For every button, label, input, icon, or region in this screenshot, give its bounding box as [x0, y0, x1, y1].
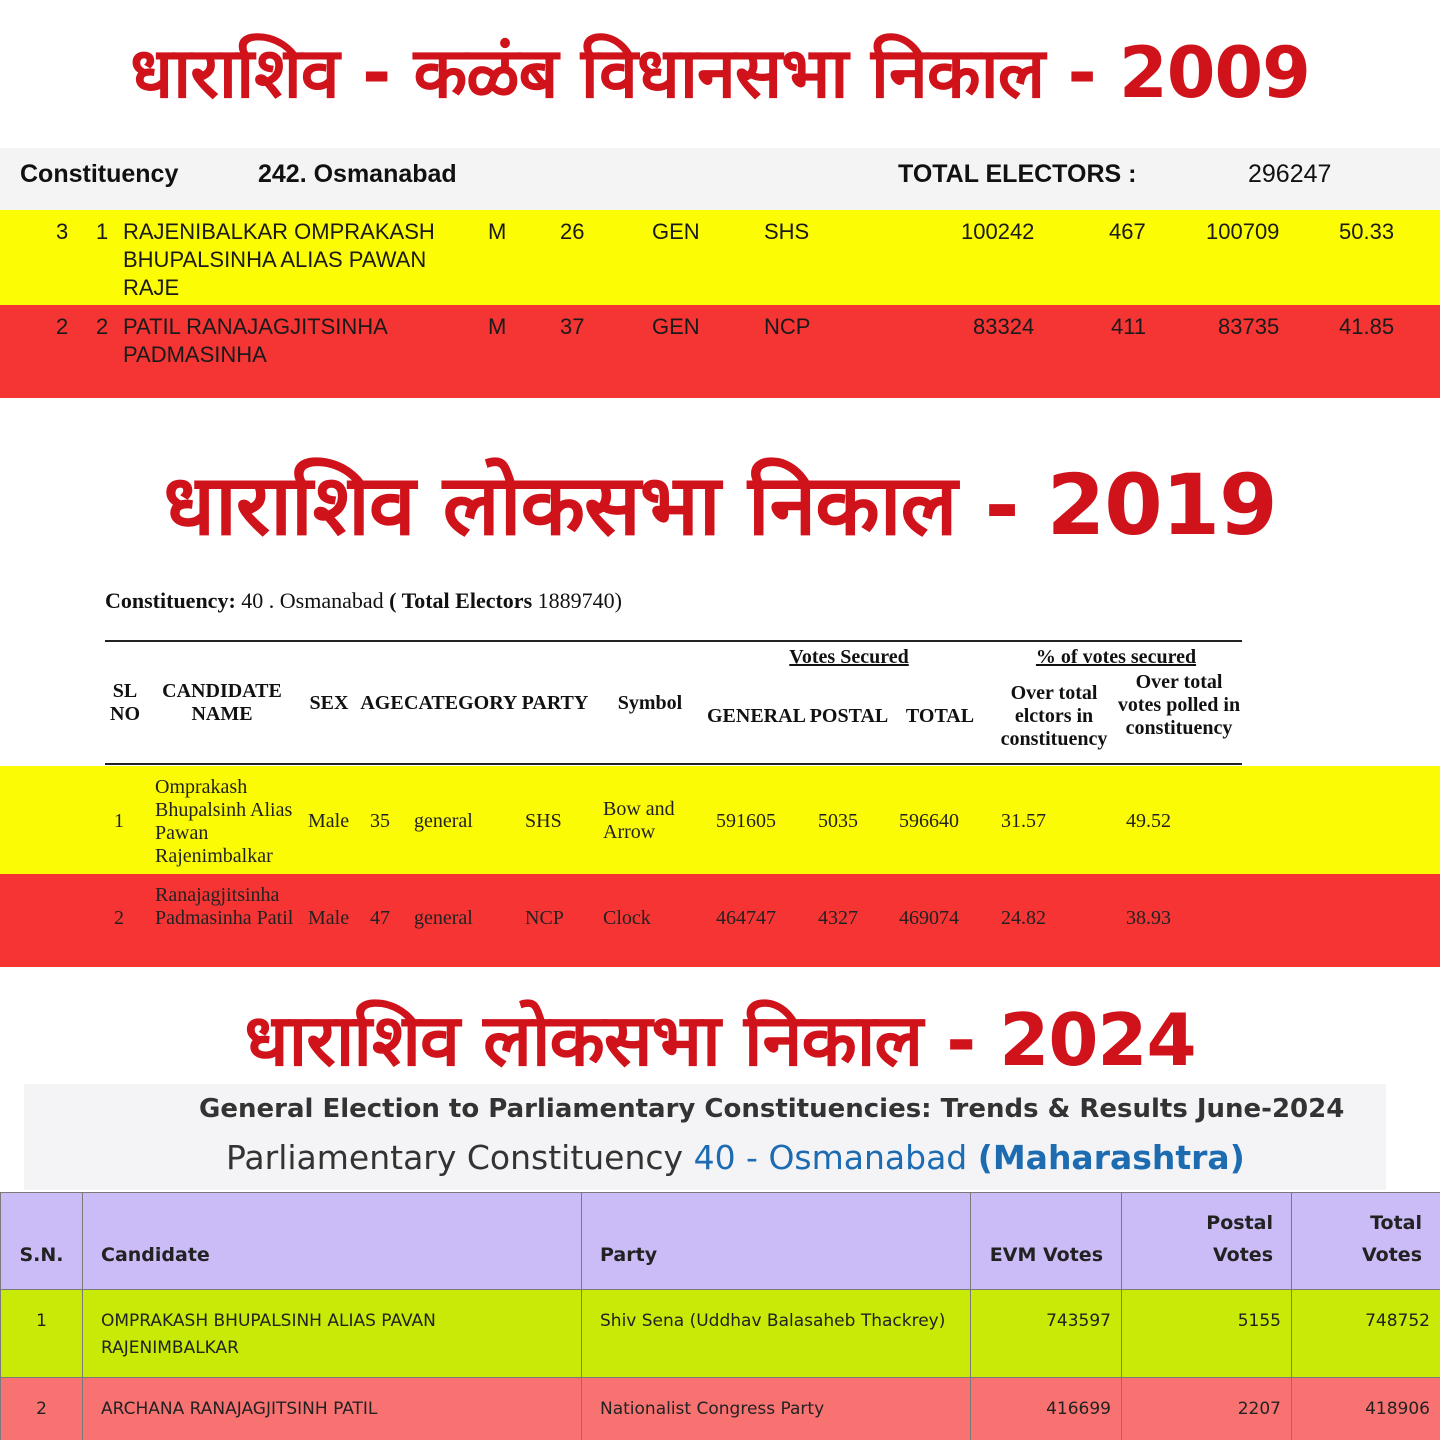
votes-secured-heading: Votes Secured [789, 646, 909, 668]
result-row-2009 [0, 305, 1440, 398]
col-candidate-name: CANDIDATE NAME [162, 680, 282, 725]
sex: Male [308, 907, 350, 929]
col-sn: S.N. [1, 1193, 83, 1290]
postal-votes: 467 [1109, 219, 1146, 244]
serial-number: 1 [114, 810, 124, 832]
constituency-line-2019 [105, 588, 622, 614]
sex: Male [308, 810, 350, 832]
total-votes: 596640 [899, 810, 959, 832]
pct-votes-heading: % of votes secured [1035, 646, 1197, 668]
constituency-header-2009 [0, 148, 1440, 210]
result-row-2019 [0, 766, 1440, 874]
serial-number: 1 [96, 219, 109, 244]
candidate-name: OMPRAKASH BHUPALSINH ALIAS PAVAN RAJENIMBALKAR [83, 1290, 582, 1378]
col-party: PARTY [521, 692, 589, 714]
postal-votes: 4327 [818, 907, 858, 929]
age: 26 [560, 219, 585, 244]
serial-number: 2 [114, 907, 124, 929]
total-votes: 418906 [1292, 1378, 1440, 1440]
postal-votes: 5035 [818, 810, 858, 832]
col-candidate: Candidate [83, 1193, 582, 1290]
serial-number: 2 [96, 314, 109, 339]
col-over-polled: Over total votes polled in constituency [1117, 671, 1241, 739]
constituency-line [226, 1138, 1245, 1177]
candidate-name: PATIL RANAJAGJITSINHA PADMASINHA [123, 314, 387, 367]
table-row [1, 1290, 1440, 1378]
constituency-value: 40 . Osmanabad [241, 588, 384, 613]
col-postal: POSTAL [809, 705, 889, 727]
table-header-2019 [0, 642, 1440, 764]
headline-2019: धाराशिव लोकसभा निकाल - 2019 [163, 456, 1277, 554]
constituency-label: Constituency [20, 160, 179, 188]
rank: 2 [56, 314, 69, 339]
category: GEN [652, 314, 700, 339]
age: 37 [560, 314, 585, 339]
category: GEN [652, 219, 700, 244]
election-title: General Election to Parliamentary Constituencies: Trends & Results June-2024 [199, 1094, 1345, 1124]
total-electors-value: 296247 [1248, 160, 1332, 188]
table-header-row [1, 1193, 1440, 1290]
category: general [414, 907, 473, 929]
pct-over-electors: 31.57 [1001, 810, 1046, 832]
col-sl-no: SL NO [110, 680, 140, 725]
total-votes: 469074 [899, 907, 959, 929]
headline-2024: धाराशिव लोकसभा निकाल - 2024 [244, 998, 1196, 1082]
results-table-2024 [0, 1192, 1440, 1440]
vote-percentage: 50.33 [1339, 219, 1395, 244]
result-row-2019 [0, 874, 1440, 967]
candidate-name: ARCHANA RANAJAGJITSINH PATIL [83, 1378, 582, 1440]
party: NCP [525, 907, 564, 929]
total-votes: 83735 [1218, 314, 1280, 339]
rank: 3 [56, 219, 69, 244]
total-electors-value: 1889740) [537, 588, 622, 613]
age: 35 [370, 810, 390, 832]
party-name: Shiv Sena (Uddhav Balasaheb Thackrey) [582, 1290, 971, 1378]
serial-number: 2 [1, 1378, 83, 1440]
evm-votes: 743597 [971, 1290, 1122, 1378]
col-total: TOTAL [905, 705, 975, 727]
general-votes: 100242 [961, 219, 1035, 244]
serial-number: 1 [1, 1290, 83, 1378]
category: general [414, 810, 473, 832]
col-total-votes: Total Votes [1292, 1193, 1440, 1290]
general-votes: 464747 [716, 907, 776, 929]
constituency-label: Constituency: [105, 588, 236, 613]
general-votes: 591605 [716, 810, 776, 832]
postal-votes: 411 [1111, 314, 1147, 339]
table-header-rule [105, 763, 1242, 765]
constituency-value: 242. Osmanabad [258, 160, 457, 188]
evm-votes: 416699 [971, 1378, 1122, 1440]
postal-votes: 5155 [1122, 1290, 1292, 1378]
result-row-2009 [0, 210, 1440, 305]
candidate-name: Ranajagjitsinha Padmasinha Patil [155, 884, 294, 929]
party: SHS [525, 810, 562, 832]
state-name: (Maharashtra) [977, 1138, 1245, 1177]
age: 47 [370, 907, 390, 929]
pct-over-electors: 24.82 [1001, 907, 1046, 929]
col-age: AGE [360, 692, 404, 714]
col-postal-votes: Postal Votes [1122, 1193, 1292, 1290]
table-row [1, 1378, 1440, 1440]
pct-over-polled: 38.93 [1126, 907, 1171, 929]
candidate-name: Omprakash Bhupalsinh Alias Pawan Rajenimbalkar [155, 776, 293, 867]
col-evm-votes: EVM Votes [971, 1193, 1122, 1290]
total-electors-label: TOTAL ELECTORS : [898, 160, 1137, 188]
col-party: Party [582, 1193, 971, 1290]
party-name: Nationalist Congress Party [582, 1378, 971, 1440]
total-votes: 100709 [1206, 219, 1280, 244]
col-sex: SEX [309, 692, 349, 714]
results-banner-2024 [24, 1084, 1386, 1190]
sex: M [488, 219, 507, 244]
total-electors-label: ( Total Electors [389, 588, 533, 613]
party: NCP [764, 314, 811, 339]
constituency-prefix: Parliamentary Constituency [226, 1138, 684, 1177]
symbol: Clock [603, 907, 651, 929]
col-symbol: Symbol [617, 692, 683, 714]
col-general: GENERAL [707, 705, 806, 727]
party: SHS [764, 219, 810, 244]
postal-votes: 2207 [1122, 1378, 1292, 1440]
candidate-name: RAJENIBALKAR OMPRAKASH BHUPALSINHA ALIAS PAWAN RAJE [123, 219, 435, 300]
pct-over-polled: 49.52 [1126, 810, 1171, 832]
total-votes: 748752 [1292, 1290, 1440, 1378]
general-votes: 83324 [973, 314, 1035, 339]
symbol: Bow and Arrow [603, 798, 675, 843]
col-over-electors: Over total elctors in constituency [1000, 682, 1108, 750]
sex: M [488, 314, 507, 339]
vote-percentage: 41.85 [1339, 314, 1395, 339]
constituency-name: 40 - Osmanabad [693, 1138, 968, 1177]
headline-2009: धाराशिव - कळंब विधानसभा निकाल - 2009 [130, 32, 1310, 114]
col-category: CATEGORY [404, 692, 518, 714]
